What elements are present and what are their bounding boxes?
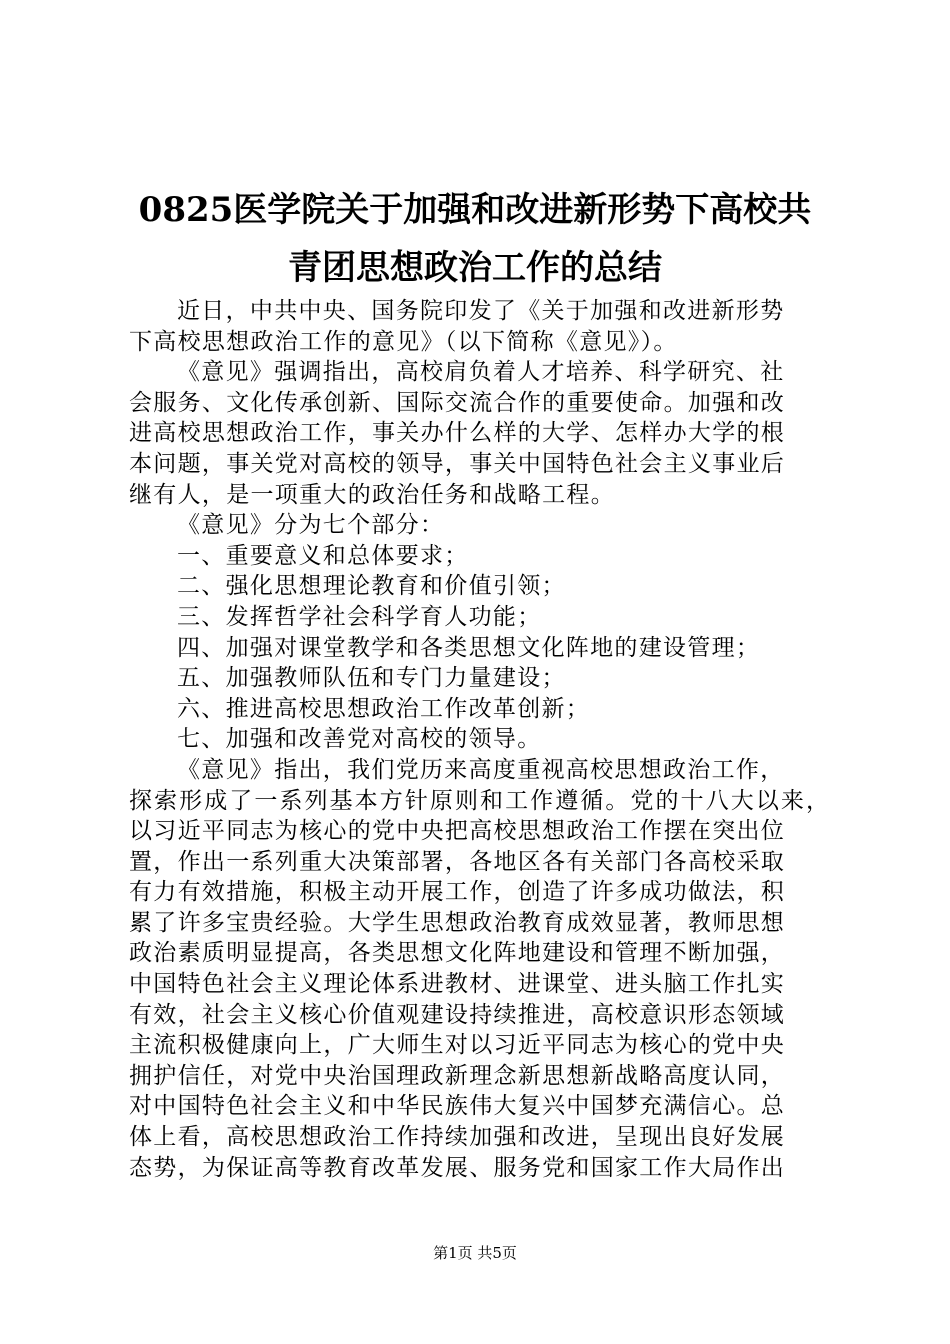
- text-line: 下高校思想政治工作的意见》（以下简称《意见》）。: [129, 328, 678, 355]
- text-line: 会服务、文化传承创新、国际交流合作的重要使命。加强和改: [129, 389, 786, 416]
- list-item: 五、加强教师队伍和专门力量建设；: [177, 665, 566, 692]
- text-line: 态势，为保证高等教育改革发展、服务党和国家工作大局作出: [129, 1154, 786, 1181]
- page-number-footer: 第1页 共5页: [433, 1244, 517, 1262]
- text-line: 政治素质明显提高，各类思想文化阵地建设和管理不断加强，: [129, 940, 786, 967]
- document-title-line-1: 0825医学院关于加强和改进新形势下高校共: [138, 190, 812, 230]
- text-line: 有效，社会主义核心价值观建设持续推进，高校意识形态领域: [129, 1001, 786, 1028]
- text-line: 《意见》分为七个部分：: [177, 512, 445, 539]
- text-line: 主流积极健康向上，广大师生对以习近平同志为核心的党中央: [129, 1032, 786, 1059]
- text-line: 拥护信任，对党中央治国理政新理念新思想新战略高度认同，: [129, 1062, 786, 1089]
- text-line: 体上看，高校思想政治工作持续加强和改进，呈现出良好发展: [129, 1124, 786, 1151]
- text-line: 《意见》指出，我们党历来高度重视高校思想政治工作，: [177, 756, 785, 783]
- text-line: 对中国特色社会主义和中华民族伟大复兴中国梦充满信心。总: [129, 1093, 786, 1120]
- list-item: 二、强化思想理论教育和价值引领；: [177, 573, 566, 600]
- text-line: 探索形成了一系列基本方针原则和工作遵循。党的十八大以来，: [129, 787, 829, 814]
- document-title-line-2: 青团思想政治工作的总结: [288, 248, 662, 288]
- list-item: 三、发挥哲学社会科学育人功能；: [177, 603, 542, 630]
- text-line: 置，作出一系列重大决策部署，各地区各有关部门各高校采取: [129, 848, 786, 875]
- text-line: 中国特色社会主义理论体系进教材、进课堂、进头脑工作扎实: [129, 971, 786, 998]
- text-line: 《意见》强调指出，高校肩负着人才培养、科学研究、社: [177, 359, 785, 386]
- text-line: 近日，中共中央、国务院印发了《关于加强和改进新形势: [177, 298, 785, 324]
- text-line: 有力有效措施，积极主动开展工作，创造了许多成功做法，积: [129, 879, 786, 906]
- text-line: 进高校思想政治工作，事关办什么样的大学、怎样办大学的根: [129, 420, 786, 447]
- text-line: 累了许多宝贵经验。大学生思想政治教育成效显著，教师思想: [129, 909, 786, 936]
- text-line: 以习近平同志为核心的党中央把高校思想政治工作摆在突出位: [129, 818, 786, 845]
- list-item: 六、推进高校思想政治工作改革创新；: [177, 695, 591, 722]
- list-item: 一、重要意义和总体要求；: [177, 542, 469, 569]
- text-line: 继有人，是一项重大的政治任务和战略工程。: [129, 481, 615, 508]
- document-body: [129, 296, 829, 1183]
- list-item: 四、加强对课堂教学和各类思想文化阵地的建设管理；: [177, 634, 761, 661]
- list-item: 七、加强和改善党对高校的领导。: [177, 726, 542, 753]
- text-line: 本问题，事关党对高校的领导，事关中国特色社会主义事业后: [129, 450, 786, 477]
